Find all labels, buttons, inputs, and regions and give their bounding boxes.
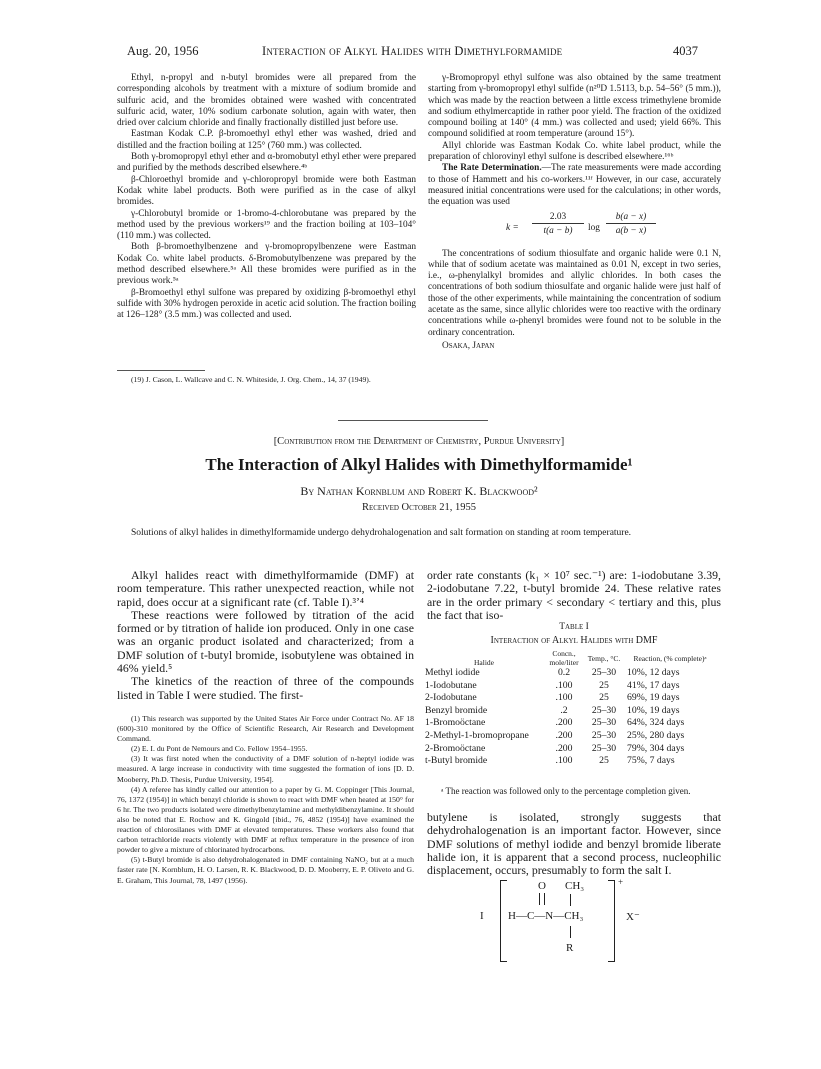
table-cell: 64%, 324 days <box>627 717 685 729</box>
table-caption: Interaction of Alkyl Halides with DMF <box>490 635 658 646</box>
right-bracket <box>608 880 615 962</box>
left-bracket <box>500 880 507 962</box>
table-cell: Methyl iodide <box>425 667 480 678</box>
equation-denominator: t(a − b) <box>543 225 573 236</box>
table-cell: 25–30 <box>591 742 617 754</box>
table-row <box>423 680 715 693</box>
table-cell: 25 <box>599 755 609 767</box>
rate-heading: The Rate Determination. <box>442 163 542 174</box>
paragraph: β-Bromoethyl ethyl sulfone was prepared by oxidizing β-bromoethyl ethyl sulfide with 30% hydrogen peroxide in acetic acid solution. The fraction boiling at 126–128° (3.5 mm.) was collected and used. <box>117 287 416 321</box>
location: Osaka, Japan <box>442 340 495 351</box>
table-header-row <box>423 649 715 667</box>
table-footnote: ᵃ The reaction was followed only to the percentage completion given. <box>441 786 691 796</box>
equation-lhs: k = <box>506 222 519 233</box>
table-cell: .200 <box>555 729 573 741</box>
oxygen-atom: O <box>538 880 546 892</box>
table-cell: 41%, 17 days <box>627 679 680 691</box>
paragraph: Eastman Kodak C.P. β-bromoethyl ethyl ether was washed, dried and distilled and the fraction boiling at 125° (760 mm.) was collected. <box>117 129 416 151</box>
table-cell: 25–30 <box>591 704 617 716</box>
table-cell: 25 <box>599 692 609 704</box>
footnote: (5) t-Butyl bromide is also dehydrohalogenated in DMF containing NaNO₂ but at a much faster rate [N. Kornblum, H. O. Larsen, R. K. Blackwood, D. D. Mooberry, E. P. Oliveto and G. E. Graham, This Journal, 78, 1497 (1956). <box>117 855 414 885</box>
paragraph: Alkyl halides react with dimethylformamide (DMF) at room temperature. This rather unexpected reaction, while not rapid, does occur at a significant rate (cf. Table I).³ʼ⁴ <box>117 568 414 609</box>
rate-text: —The rate measurements were made according to those of Hammett and his co-workers.¹¹ᶠ However, in our case, accurately measured initial concentrations were used for the calculations; in other words, the equation was used <box>428 163 721 208</box>
paragraph: These reactions were followed by titration of the acid formed or by titration of halide ion produced. Only in one case was an organic product isolated and characterized; from a DMF solution of t-butyl bromide, isobutylene was obtained in 46% yield.⁵ <box>117 607 414 676</box>
footnote-rule <box>117 370 205 371</box>
paragraph: γ-Chlorobutyl bromide or 1-bromo-4-chlorobutane was prepared by the method used by the previous workers¹⁹ and the fraction boiling at 103–104° (110 mm.) was collected. <box>117 208 416 242</box>
column-header: Temp., °C. <box>587 653 621 663</box>
column-header: Reaction, (% complete)ᵃ <box>633 653 707 663</box>
table-cell: .200 <box>555 717 573 729</box>
structure-i <box>480 877 720 966</box>
table-row <box>423 755 715 768</box>
header-date: Aug. 20, 1956 <box>127 44 199 58</box>
table-cell: .100 <box>555 692 573 704</box>
paragraph: Allyl chloride was Eastman Kodak Co. white label product, while the preparation of chlorovinyl ethyl sulfone is described elsewhere.¹⁶ᵇ <box>428 140 721 163</box>
paragraph: order rate constants (k₁ × 10⁷ sec.⁻¹) are: 1-iodobutane 3.39, 2-iodobutane 7.22, t-butyl bromide 24. These relative rates are in the order primary < secondary < tertiary and this, plus the fact that iso- <box>427 568 721 622</box>
column-header: Halide <box>474 658 494 667</box>
abstract-text: Solutions of alkyl halides in dimethylformamide undergo dehydrohalogenation and salt formation on standing at room temperature. <box>131 528 632 538</box>
log-numerator: b(a − x) <box>606 212 656 224</box>
table-cell: 25%, 280 days <box>627 729 685 741</box>
table-cell: 2-Iodobutane <box>425 692 477 704</box>
bond-n-ch3 <box>570 894 571 906</box>
equation-log: log <box>588 222 600 233</box>
paragraph: butylene is isolated, strongly suggests that dehydrohalogenation is an important factor. However, since DMF solutions of methyl iodide and benzyl bromide liberate halide ion, it is apparent that a second process, nucleophilic displacement, occurs, presumably to form the salt I. <box>427 810 721 878</box>
table-i <box>423 649 723 768</box>
paragraph: γ-Bromopropyl ethyl sulfone was also obtained by the same treatment starting from γ-bromopropyl ethyl sulfide (n²⁰D 1.5113, b.p. 54–56° (5 mm.)), which was made by the reaction between a little excess trimethylene bromide and sodium ethylmercaptide in rather poor yield. The fraction of the oxidized compound boiling at 140° (4 mm.) was collected and used; yield 66%. This compound solidified at room temperature (around 15°). <box>428 73 721 140</box>
table-cell: .200 <box>555 742 573 754</box>
table-cell: 1-Bromoöctane <box>425 717 486 729</box>
table-cell: 25 <box>599 679 609 691</box>
paragraph: The concentrations of sodium thiosulfate and organic halide were 0.1 N, while that of sodium acetate was maintained as 0.01 N, except in two series, i.e., ω-phenylalkyl bromides and allylic chlorides. In both cases the concentrations of both sodium thiosulfate and organic halide were just half of those of the other experiments, while maintaining the concentration of sodium acetate as the same, since allylic chlorides were too reactive with the ordinary concentrations while ω-phenyl bromides were found not to be soluble in the ordinary concentration. <box>428 248 721 338</box>
paragraph: Both β-bromoethylbenzene and γ-bromopropylbenzene were Eastman Kodak Co. white label products. δ-Bromobutylbenzene was prepared by the method described elsewhere.⁵ᵃ All these bromides were purified as in the previous work.⁵ᵃ <box>117 242 416 287</box>
table-cell: 25–30 <box>591 667 617 678</box>
table-cell: 10%, 12 days <box>627 667 680 678</box>
running-title: Interaction of Alkyl Halides with Dimethylformamide <box>262 44 563 58</box>
table-cell: 75%, 7 days <box>627 755 675 767</box>
log-denominator: a(b − x) <box>615 225 647 236</box>
page-number: 4037 <box>673 44 698 58</box>
table-cell: 0.2 <box>557 667 571 678</box>
body-right-column <box>427 569 721 622</box>
positive-charge: + <box>618 877 624 887</box>
table-cell: 25–30 <box>591 717 617 729</box>
paragraph: Both γ-bromopropyl ethyl ether and α-bromobutyl ethyl ether were prepared and purified by the methods described elsewhere.⁴ᵇ <box>117 152 416 174</box>
table-note <box>427 786 721 797</box>
anion: X⁻ <box>626 911 640 923</box>
r-group: R <box>566 942 574 954</box>
footnote: (19) J. Cason, L. Wallcave and C. N. Whiteside, J. Org. Chem., 14, 37 (1949). <box>131 375 371 384</box>
table-cell: .100 <box>555 755 573 767</box>
column-header: Concn., mole/liter <box>549 649 579 667</box>
top-right-column <box>428 73 721 352</box>
body-left-column <box>117 569 414 702</box>
top-left-footnotes <box>117 375 416 385</box>
paragraph: Ethyl, n-propyl and n-butyl bromides were all prepared from the corresponding alcohols by treatment with a mixture of sodium bromide and sulfuric acid, and the bromides obtained were washed with concentrated sulfuric acid, water, 10% sodium carbonate solution, again with water, then dried over calcium chloride and finally fractionally distilled just before use. <box>117 73 416 129</box>
table-row <box>423 743 715 756</box>
rate-paragraph <box>428 163 721 208</box>
table-row <box>423 717 715 730</box>
paragraph: The kinetics of the reaction of three of the compounds listed in Table I were studied. The first- <box>117 674 414 702</box>
table-label: Table I <box>559 622 589 632</box>
main-chain: H—C—N—CH₃ <box>508 910 584 922</box>
body-left-footnotes <box>117 714 414 886</box>
rate-equation <box>428 209 721 249</box>
bond-n-r <box>570 926 571 938</box>
footnote: (1) This research was supported by the United States Air Force under Contract No. AF 18 (600)-310 monitored by the Office of Scientific Research, Air Research and Development Command. <box>117 714 414 744</box>
structure-label: I <box>480 910 484 922</box>
received-date: Received October 21, 1955 <box>361 502 476 513</box>
footnote: (3) It was first noted when the conductivity of a DMF solution of n-heptyl iodide was measured. A large increase in conductivity with time suggested the formation of ions [D. D. Mooberry, Ph.D. Thesis, Purdue University, 1954]. <box>117 754 414 784</box>
footnote: (4) A referee has kindly called our attention to a paper by G. M. Coppinger [This Journal, 76, 1372 (1954)] in which benzyl chloride is shown to react with DMF when heated at 150° for 6 hr. The two products isolated were dimethylbenzylamine and methyldibenzylamine. It should also be noted that E. Rochow and K. Gingold [ibid., 76, 4852 (1954)] have examined the reaction of chlorosilanes with DMF at elevated temperatures. These workers also found that carbon tetrachloride reacts violently with DMF at reflux temperature in the presence of iron powder to give a mixture of chlorinated hydrocarbons. <box>117 784 414 855</box>
methyl-top: CH₃ <box>565 880 585 892</box>
table-cell: t-Butyl bromide <box>425 755 488 767</box>
body-right-continued <box>427 811 721 877</box>
table-cell: 1-Iodobutane <box>425 679 477 691</box>
table-row <box>423 667 715 680</box>
table-cell: 2-Methyl-1-bromopropane <box>425 729 529 741</box>
table-row <box>423 692 715 705</box>
article-authors: By Nathan Kornblum and Robert K. Blackwood² <box>300 484 538 498</box>
table-cell: 2-Bromoöctane <box>425 742 486 754</box>
table-cell: .2 <box>560 704 568 716</box>
paragraph: β-Chloroethyl bromide and γ-chloropropyl bromide were both Eastman Kodak white label products. Both were purified as in the case of alkyl bromides. <box>117 174 416 208</box>
table-cell: Benzyl bromide <box>425 704 488 716</box>
contribution-line: [Contribution from the Department of Chemistry, Purdue University] <box>273 436 565 447</box>
article-title: The Interaction of Alkyl Halides with Dimethylformamide¹ <box>205 455 633 474</box>
table-cell: 79%, 304 days <box>627 742 685 754</box>
table-row <box>423 730 715 743</box>
table-cell: 25–30 <box>591 729 617 741</box>
double-bond <box>539 893 545 905</box>
table-row <box>423 705 715 718</box>
table-cell: 69%, 19 days <box>627 692 680 704</box>
data-table <box>423 649 715 768</box>
article-divider <box>338 420 488 421</box>
table-cell: .100 <box>555 679 573 691</box>
table-cell: 10%, 19 days <box>627 704 680 716</box>
equation-numerator: 2.03 <box>532 212 584 224</box>
abstract <box>117 528 721 539</box>
top-left-column <box>117 73 416 322</box>
footnote: (2) E. I. du Pont de Nemours and Co. Fellow 1954–1955. <box>131 744 308 754</box>
